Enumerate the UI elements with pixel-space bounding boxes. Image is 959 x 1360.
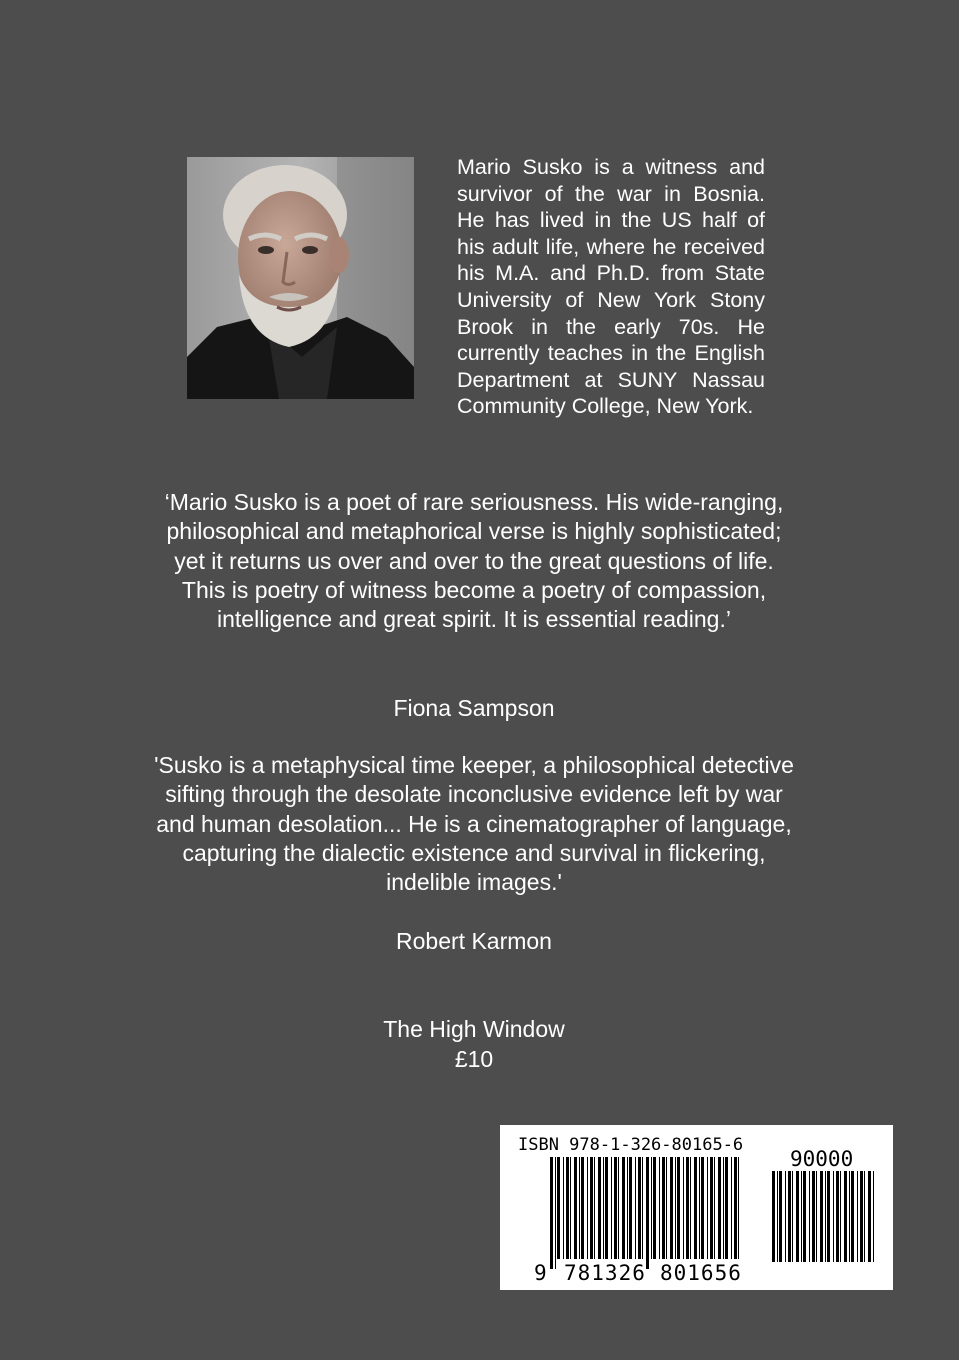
barcode-bar bbox=[686, 1157, 689, 1259]
addon-code: 90000 bbox=[790, 1147, 854, 1171]
barcode-bar bbox=[731, 1157, 732, 1259]
barcode-bars-main bbox=[550, 1157, 739, 1269]
barcode-digits-right: 801656 bbox=[660, 1261, 742, 1285]
barcode-bar bbox=[779, 1171, 782, 1262]
barcode-graphic bbox=[500, 1125, 893, 1290]
author-portrait-icon bbox=[187, 157, 414, 399]
barcode-bar bbox=[723, 1157, 724, 1259]
price: £10 bbox=[454, 1045, 494, 1072]
barcode-bar bbox=[699, 1157, 700, 1259]
barcode-bar bbox=[618, 1157, 619, 1259]
barcode-bar bbox=[594, 1157, 595, 1259]
barcode-bar bbox=[635, 1157, 636, 1259]
barcode-bar bbox=[653, 1157, 656, 1259]
barcode-bar bbox=[718, 1157, 721, 1259]
isbn-barcode bbox=[500, 1125, 893, 1290]
review-author-1: Fiona Sampson bbox=[393, 695, 555, 721]
barcode-bar bbox=[792, 1171, 793, 1262]
barcode-bar bbox=[579, 1157, 580, 1259]
barcode-bar bbox=[714, 1157, 715, 1259]
barcode-bar bbox=[642, 1157, 643, 1259]
barcode-bar bbox=[622, 1157, 625, 1259]
barcode-bar bbox=[627, 1157, 628, 1259]
barcode-bar bbox=[670, 1157, 673, 1259]
barcode-bar bbox=[812, 1171, 815, 1262]
barcode-bar bbox=[557, 1157, 560, 1259]
barcode-bar bbox=[683, 1157, 684, 1259]
isbn-label: ISBN 978-1-326-80165-6 bbox=[518, 1135, 744, 1155]
barcode-bar bbox=[851, 1171, 854, 1262]
barcode-bar bbox=[849, 1171, 850, 1262]
barcode-bar bbox=[646, 1157, 649, 1269]
barcode-bar bbox=[638, 1157, 641, 1259]
review-author-2: Robert Karmon bbox=[396, 928, 552, 954]
barcode-bar bbox=[777, 1171, 778, 1262]
barcode-bar bbox=[873, 1171, 874, 1262]
barcode-bar bbox=[651, 1157, 652, 1259]
barcode-bar bbox=[550, 1157, 553, 1269]
barcode-bar bbox=[574, 1157, 577, 1259]
barcode-bar bbox=[836, 1171, 839, 1262]
barcode-bar bbox=[707, 1157, 708, 1259]
barcode-bar bbox=[587, 1157, 588, 1259]
barcode-bar bbox=[694, 1157, 697, 1259]
barcode-bar bbox=[801, 1171, 802, 1262]
author-photo bbox=[187, 157, 414, 399]
barcode-bar bbox=[840, 1171, 841, 1262]
barcode-bar bbox=[738, 1157, 739, 1259]
barcode-bar bbox=[820, 1171, 823, 1262]
barcode-bar bbox=[827, 1171, 830, 1262]
barcode-bar bbox=[598, 1157, 601, 1259]
barcode-bar bbox=[772, 1171, 775, 1262]
barcode-bar bbox=[796, 1171, 799, 1262]
barcode-bar bbox=[603, 1157, 604, 1259]
barcode-bar bbox=[844, 1171, 847, 1262]
barcode-bar bbox=[864, 1171, 865, 1262]
barcode-bar bbox=[662, 1157, 665, 1259]
review-quote-2: 'Susko is a metaphysical time keeper, a philosophical detective sifting through the desolate inconclusive evidence left by war and human desolation... He is a cinematographer of language, capturing the dialectic existence and survival in flickering, indelible images.' bbox=[154, 752, 794, 896]
review-quote-1: ‘Mario Susko is a poet of rare seriousness. His wide-ranging, philosophical and metaphorical verse is highly sophisticated; yet it returns us over and over to the great questions of life. This is poetry of witness become a poetry of compassion, intelligence and great spirit. It is essential reading.’ bbox=[164, 489, 784, 633]
barcode-bar bbox=[611, 1157, 612, 1259]
barcode-bar bbox=[563, 1157, 564, 1259]
publisher-block bbox=[150, 1015, 798, 1074]
barcode-bar bbox=[734, 1157, 737, 1259]
barcode-digit-first: 9 bbox=[534, 1261, 547, 1285]
barcode-bar bbox=[666, 1157, 667, 1259]
barcode-bar bbox=[629, 1157, 632, 1259]
barcode-bar bbox=[614, 1157, 617, 1259]
barcode-bar bbox=[677, 1157, 680, 1259]
publisher-name: The High Window bbox=[383, 1016, 565, 1042]
barcode-bar bbox=[788, 1171, 791, 1262]
barcode-bar bbox=[581, 1157, 584, 1259]
barcode-bar bbox=[605, 1157, 608, 1259]
barcode-bar bbox=[710, 1157, 713, 1259]
barcode-bar bbox=[785, 1171, 786, 1262]
barcode-bar bbox=[825, 1171, 826, 1262]
barcode-bar bbox=[590, 1157, 593, 1259]
barcode-bar bbox=[857, 1171, 858, 1262]
barcode-bar bbox=[803, 1171, 806, 1262]
author-bio: Mario Susko is a witness and survivor of the war in Bosnia. He has lived in the US half of his adult life, where he received his M.A. and Ph.D. from State University of New York Stony Brook in the early 70s. He currently teaches in the English Department at SUNY Nassau Community College, New York. bbox=[457, 155, 765, 419]
barcode-bar bbox=[701, 1157, 704, 1259]
barcode-bar bbox=[690, 1157, 691, 1259]
barcode-digits-left: 781326 bbox=[564, 1261, 646, 1285]
barcode-bar bbox=[860, 1171, 863, 1262]
barcode-bar bbox=[675, 1157, 676, 1259]
barcode-bar bbox=[566, 1157, 569, 1259]
barcode-bar bbox=[833, 1171, 834, 1262]
barcode-bar bbox=[816, 1171, 817, 1262]
barcode-bars-addon bbox=[772, 1171, 874, 1262]
barcode-bar bbox=[725, 1157, 728, 1259]
barcode-bar bbox=[659, 1157, 660, 1259]
barcode-bar bbox=[809, 1171, 810, 1262]
barcode-bar bbox=[555, 1157, 556, 1269]
barcode-bar bbox=[570, 1157, 571, 1259]
barcode-bar bbox=[868, 1171, 871, 1262]
